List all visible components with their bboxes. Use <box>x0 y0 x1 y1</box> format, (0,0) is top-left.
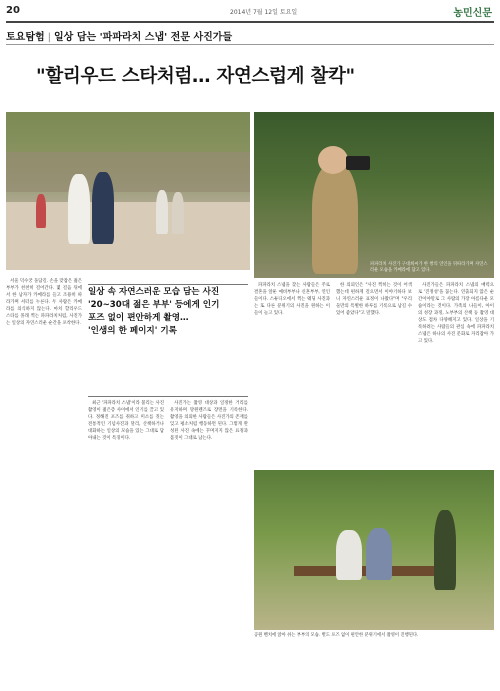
article-column-6: 사진가들은 파파라치 스냅의 매력으로 '진정성'을 꼽는다. 연출되지 않은 순간이야말로 그 사람의 가장 아름다운 모습이라는 것이다. 가족의 나들이, 아이의 성장 과정, 노부부의 산책 등 촬영 대상도 점차 다양해지고 있다. 일상을 기록하려는 사람들의 관심 속에 파파라치 스냅은 하나의 사진 문화로 자리잡아 가고 있다. <box>418 283 494 344</box>
issue-date: 2014년 7월 12일 토요일 <box>230 9 298 16</box>
pull-quote-line: '20∼30대 젊은 부부' 등에게 인기 <box>88 300 220 310</box>
newspaper-brand: 농민신문 <box>453 8 492 19</box>
page-header <box>0 0 500 22</box>
article-column-3: 사진가는 촬영 대상과 일정한 거리를 유지하며 망원렌즈로 장면을 기록한다. 촬영을 의뢰한 사람들은 사진가의 존재를 잊고 평소처럼 행동하면 된다. 그렇게 완성된 사진 속에는 꾸며지지 않은 표정과 몸짓이 그대로 남는다. <box>170 401 248 441</box>
couple-walking-photo <box>6 112 250 270</box>
section-separator: | <box>47 32 52 43</box>
photographer-photo <box>254 112 494 278</box>
pull-quote-line: '인생의 한 페이지' 기록 <box>88 326 177 336</box>
page-number: 20 <box>6 5 20 16</box>
header-rule <box>6 21 494 23</box>
section-tag <box>6 28 232 43</box>
section-subtitle: 일상 담는 '파파라치 스냅' 전문 사진가들 <box>54 32 233 43</box>
camera-icon <box>346 156 370 170</box>
article-column-4: 파파라치 스냅을 찾는 사람들은 주로 결혼을 앞둔 예비부부나 신혼부부, 연인들이다. 스튜디오에서 찍는 웨딩 사진과는 또 다른 분위기의 사진을 원하는 이들이 늘고 있다. <box>254 283 330 316</box>
pull-quote-rule-top <box>88 284 248 285</box>
section-label: 토요탐험 <box>6 32 45 43</box>
article-column-5: 한 의뢰인은 "사진 찍히는 것이 어색했는데 편하게 걸으면서 이야기하다 보니 자연스러운 표정이 나왔다"며 "우리 둘만의 특별한 하루를 기록으로 남길 수 있어 좋았다"고 말했다. <box>336 283 412 316</box>
article-column-1: 서울 덕수궁 돌담길. 손을 맞잡은 젊은 부부가 천천히 걸어간다. 몇 걸음 뒤에서 한 남자가 카메라를 들고 조용히 따라가며 셔터를 누른다. 두 사람은 카메라를 의식하지 않는다. 마치 할리우드 스타를 몰래 찍는 파파라치처럼, 사진가는 일상의 자연스러운 순간을 포착한다. <box>6 279 82 326</box>
pull-quote-line: 포즈 없이 편안하게 촬영… <box>88 313 189 323</box>
article-column-2: 최근 '파파라치 스냅'이라 불리는 사진 촬영이 젊은층 사이에서 인기를 끌고 있다. 정해진 포즈를 취하고 미소를 짓는 전통적인 기념사진과 달리, 산책하거나 대화하는 일상의 모습을 있는 그대로 담아내는 것이 특징이다. <box>88 401 164 441</box>
couple-bench-photo <box>254 470 494 630</box>
pull-quote-line: 일상 속 자연스러운 모습 담는 사진 <box>88 287 220 297</box>
right-photo-caption: 파파라치 사진가 구대희씨가 한 쌍의 연인을 뒤따라가며 자연스러운 모습을 카메라에 담고 있다. <box>370 262 488 273</box>
pull-quote <box>88 286 248 338</box>
article-headline: "할리우드 스타처럼… 자연스럽게 찰칵" <box>36 66 355 87</box>
pull-quote-rule-bottom <box>88 396 248 397</box>
bottom-photo-caption: 공원 벤치에 앉아 쉬는 부부의 모습. 별도 포즈 없이 편안한 분위기에서 촬영이 진행된다. <box>254 633 419 638</box>
section-rule <box>6 44 494 45</box>
